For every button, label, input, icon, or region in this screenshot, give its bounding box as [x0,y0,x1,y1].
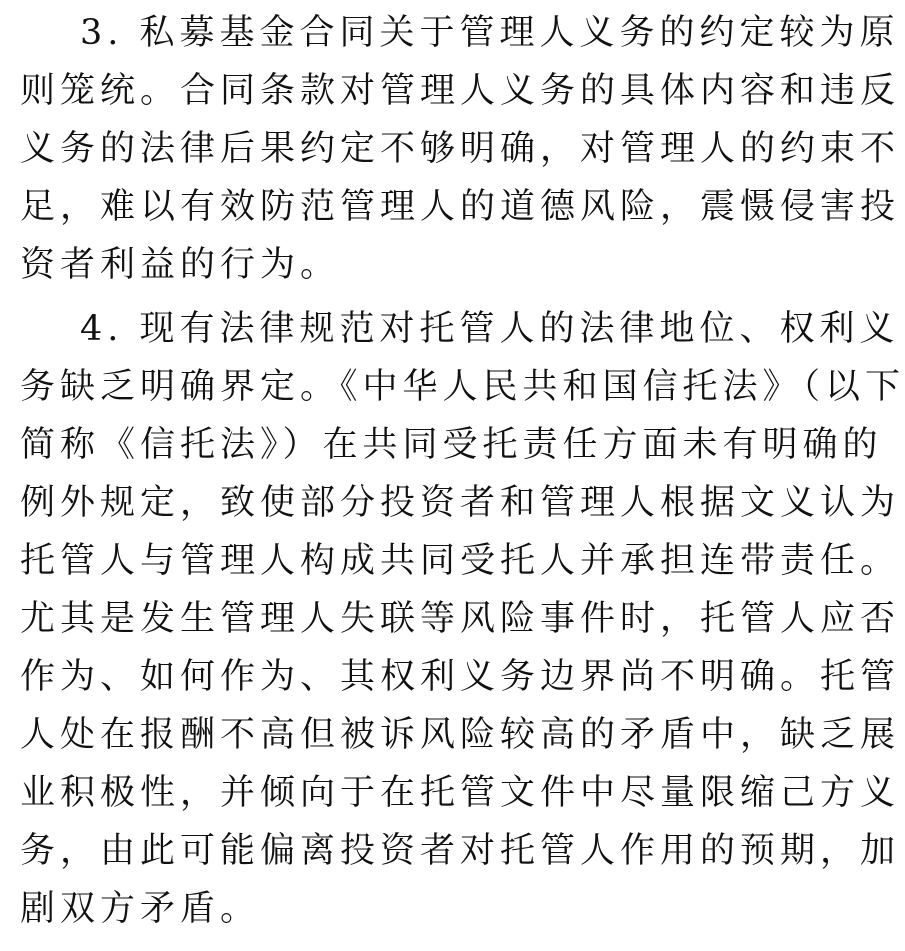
paragraph-4-line-11: 剧双方矛盾。 [20,889,261,929]
paragraph-4-line-3: 简称《信托法》）在共同受托责任方面未有明确的 [20,425,883,465]
paragraph-3-line-3: 义务的法律后果约定不够明确，对管理人的约束不 [20,129,901,169]
paragraph-4-line-8: 人处在报酬不高但被诉风险较高的矛盾中，缺乏展 [20,715,901,755]
paragraph-4-line-4: 例外规定，致使部分投资者和管理人根据文义认为 [20,483,901,523]
paragraph-4-line-6: 尤其是发生管理人失联等风险事件时，托管人应否 [20,599,901,639]
paragraph-4-line-1: 4. 现有法律规范对托管人的法律地位、权利义 [80,309,900,349]
paragraph-4-line-9: 业积极性，并倾向于在托管文件中尽量限缩己方义 [20,773,901,813]
paragraph-4-line-10: 务，由此可能偏离投资者对托管人作用的预期，加 [20,831,901,871]
paragraph-4-line-7: 作为、如何作为、其权利义务边界尚不明确。托管 [20,657,901,697]
paragraph-3 [20,4,901,294]
paragraph-4-line-2: 务缺乏明确界定。《中华人民共和国信托法》（以下 [20,367,905,407]
paragraph-4-line-5: 托管人与管理人构成共同受托人并承担连带责任。 [20,541,901,581]
paragraph-3-line-4: 足，难以有效防范管理人的道德风险，震慑侵害投 [20,187,901,227]
paragraph-4 [20,300,905,938]
paragraph-3-line-5: 资者利益的行为。 [20,245,341,285]
paragraph-3-line-1: 3. 私募基金合同关于管理人义务的约定较为原 [80,13,900,53]
paragraph-3-line-2: 则笼统。合同条款对管理人义务的具体内容和违反 [20,71,901,111]
